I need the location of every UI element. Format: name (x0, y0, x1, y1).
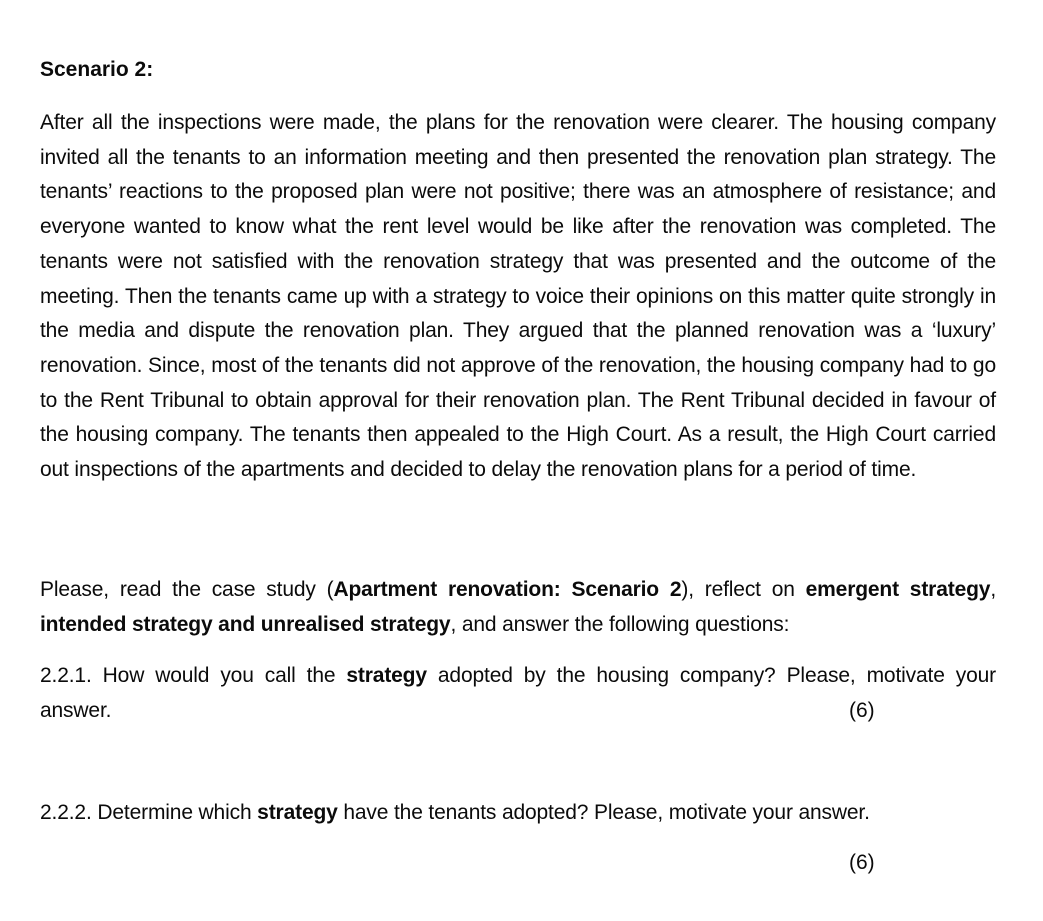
question-number: 2.2.2. (40, 801, 92, 824)
instruction-text: Please, read the case study ( (40, 578, 334, 601)
question-keyword: strategy (346, 664, 427, 687)
question-2-2-2-marks: (6) (849, 851, 875, 874)
instruction-text: , (990, 578, 996, 601)
scenario-paragraph: After all the inspections were made, the plans for the renovation were clearer. The housing company invited all the tenants to an information meeting and then presented the renovation plan strategy. The tenants’ reactions to the proposed plan were not positive; there was an atmosphere of resistance; and everyone wanted to know what the rent level would be like after the renovation was completed. The tenants were not satisfied with the renovation strategy that was presented and the outcome of the meeting. Then the tenants came up with a strategy to voice their opinions on this matter quite strongly in the media and dispute the renovation plan. They argued that the planned renovation was a ‘luxury’ renovation. Since, most of the tenants did not approve of the renovation, the housing company had to go to the Rent Tribunal to obtain approval for their renovation plan. The Rent Tribunal decided in favour of the housing company. The tenants then appealed to the High Court. As a result, the High Court carried out inspections of the apartments and decided to delay the renovation plans for a period of time. (40, 111, 996, 482)
question-text: Determine which (91, 801, 258, 824)
instruction-paragraph (40, 573, 996, 642)
instruction-text: ), reflect on (681, 578, 806, 601)
case-study-title: Apartment renovation: Scenario 2 (333, 578, 682, 601)
question-keyword: strategy (257, 801, 338, 824)
term-emergent-strategy: emergent strategy (805, 578, 991, 601)
question-2-2-2 (40, 796, 870, 831)
question-text: have the tenants adopted? Please, motivate your answer. (337, 801, 870, 824)
question-number: 2.2.1. (40, 664, 92, 687)
instruction-text: , and answer the following questions: (450, 612, 790, 636)
question-2-2-1-marks: (6) (849, 699, 875, 722)
question-text: How would you call the (91, 664, 347, 687)
scenario-heading: Scenario 2: (40, 58, 154, 81)
question-text: adopted by the housing company? Please, motivate your answer. (40, 664, 996, 722)
term-intended-unrealised-strategy: intended strategy and unrealised strategy (40, 612, 451, 636)
